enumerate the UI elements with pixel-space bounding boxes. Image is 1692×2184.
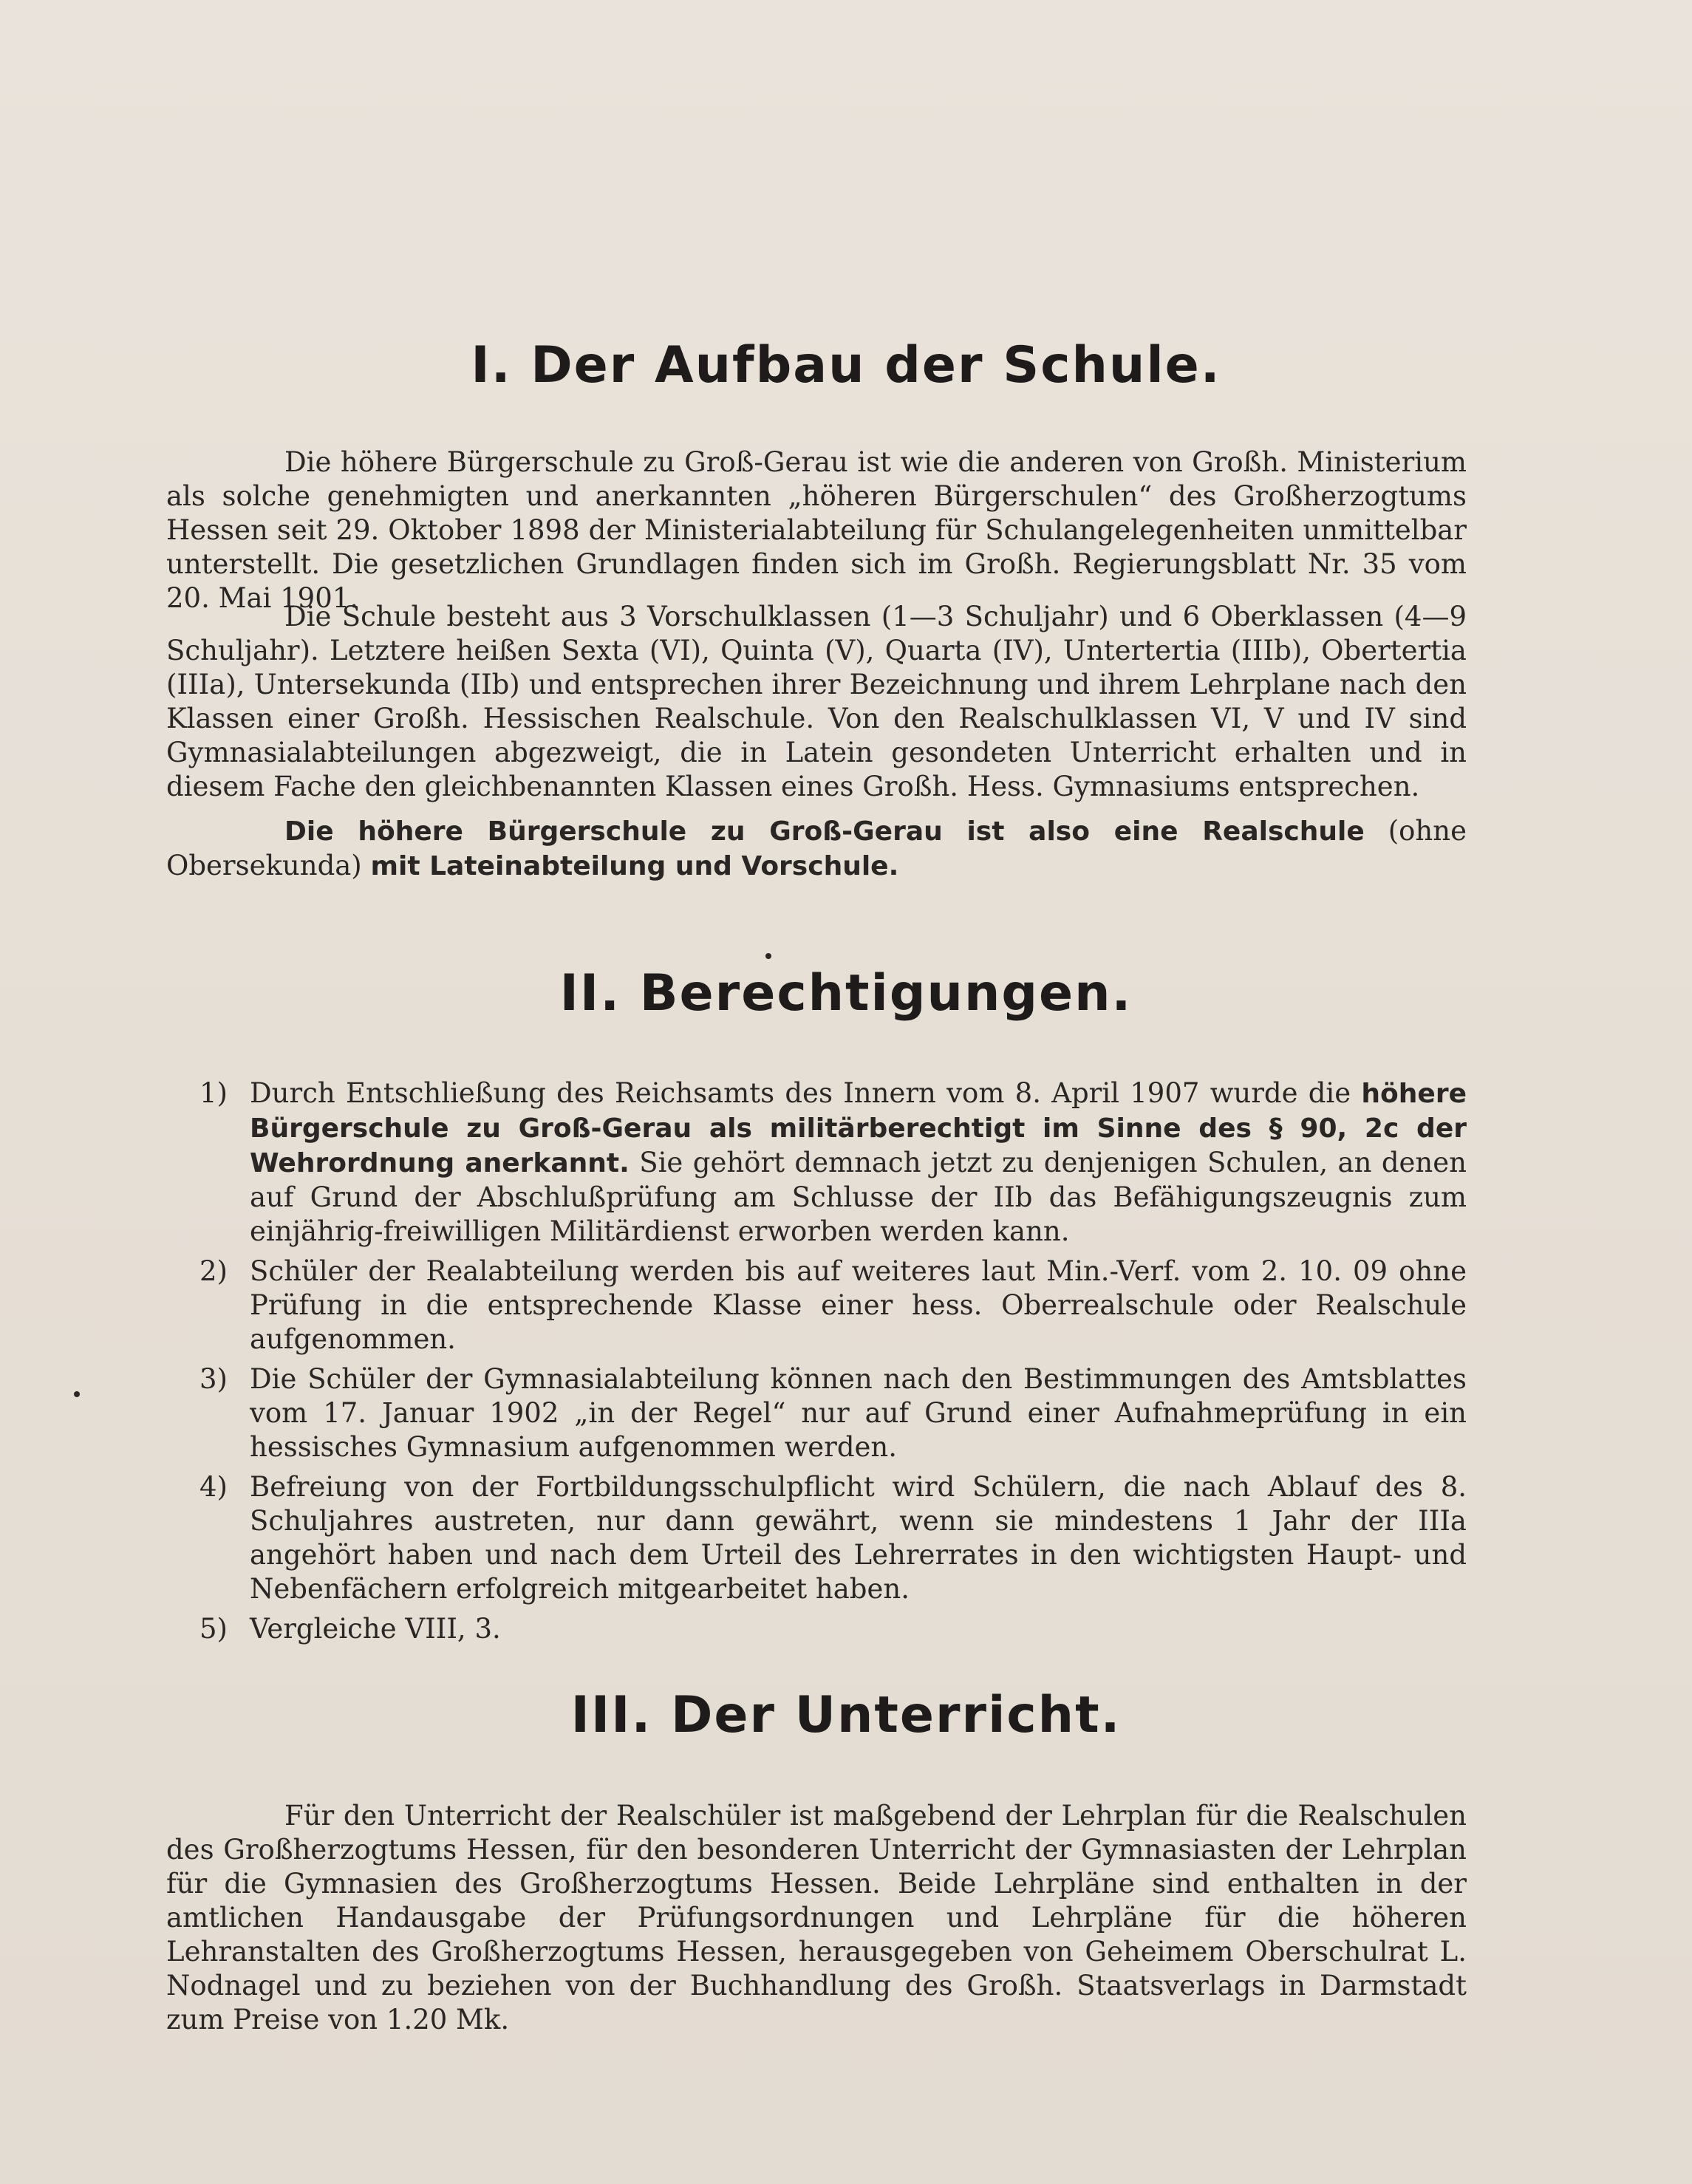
list-item-text-b: Sie gehört demnach jetzt zu denjenigen Schulen, an denen auf Grund der Abschlußprüfung am Schlusse der IIb das Befähigungszeugnis zum einjährig-freiwilligen Militärdienst erworben werden kann. [250, 1147, 1467, 1247]
section-1-paragraph-1 [166, 446, 1467, 615]
list-item-number: 1) [199, 1077, 228, 1109]
list-item-text: Die Schüler der Gymnasialabteilung können nach den Bestimmungen des Amtsblattes vom 17. Januar 1902 „in der Regel“ nur auf Grund einer Aufnahmeprüfung in ein hessisches Gymnasium aufgenommen werden. [250, 1363, 1467, 1463]
list-item-text: Befreiung von der Fortbildungsschulpflicht wird Schülern, die nach Ablauf des 8. Schuljahres austreten, nur dann gewährt, wenn sie mindestens 1 Jahr der IIIa angehört haben und nach dem Urteil des Lehrerrates in den wichtigsten Haupt- und Nebenfächern erfolgreich mitgearbeitet haben. [250, 1471, 1467, 1605]
section-1-paragraph-2-text: Die Schule besteht aus 3 Vorschulklassen (1—3 Schuljahr) und 6 Oberklassen (4—9 Schuljahr). Letztere heißen Sexta (VI), Quinta (V), Quarta (IV), Untertertia (IIIb), Obertertia (IIIa), Untersekunda (IIb) und entsprechen ihrer Bezeichnung und ihrem Lehrplane nach den Klassen einer Großh. Hessischen Realschule. Von den Realschulklassen VI, V und IV sind Gymnasialabteilungen abgezweigt, die in Latein gesondeten Unterricht erhalten und in diesem Fache den gleichbenannten Klassen eines Großh. Hess. Gymnasiums entsprechen. [166, 601, 1467, 802]
section-1-heading: I. Der Aufbau der Schule. [471, 336, 1221, 395]
list-item-text: Schüler der Realabteilung werden bis auf weiteres laut Min.-Verf. vom 2. 10. 09 ohne Prüfung in die entsprechende Klasse einer hess. Oberrealschule oder Realschule aufgenommen. [250, 1255, 1467, 1355]
list-item [199, 1362, 1467, 1464]
section-3-paragraph-1-text: Für den Unterricht der Realschüler ist maßgebend der Lehrplan für die Realschulen des Großherzogtums Hessen, für den besonderen Unterricht der Gymnasiasten der Lehrplan für die Gymnasien des Großherzogtums Hessen. Beide Lehrpläne sind enthalten in der amtlichen Handausgabe der Prüfungsordnungen und Lehrpläne für die höheren Lehranstalten des Großherzogtums Hessen, herausgegeben von Geheimem Oberschulrat L. Nodnagel und zu beziehen von der Buchhandlung des Großh. Staatsverlags in Darmstadt zum Preise von 1.20 Mk. [166, 1800, 1467, 2035]
list-item [199, 1470, 1467, 1606]
section-1-conclusion [166, 814, 1467, 884]
list-item-number: 3) [199, 1363, 228, 1395]
list-item-number: 2) [199, 1255, 228, 1287]
section-2-heading: II. Berechtigungen. [559, 964, 1133, 1023]
list-item-text: Vergleiche VIII, 3. [250, 1613, 501, 1645]
list-item-text-a: Durch Entschließung des Reichsamts des Innern vom 8. April 1907 wurde die [250, 1077, 1362, 1109]
list-item-bold: höhere Bürgerschule zu Groß-Gerau als militärberechtigt im Sinne des § 90, 2c der Wehrordnung anerkannt. [250, 1079, 1467, 1178]
list-item-number: 5) [199, 1613, 228, 1645]
section-1-paragraph-2 [166, 600, 1467, 804]
list-item-number: 4) [199, 1471, 228, 1503]
section-1-conclusion-bold-a: Die höhere Bürgerschule zu Groß-Gerau ist also eine Realschule [284, 816, 1365, 847]
list-item [199, 1076, 1467, 1249]
section-1-paragraph-1-text: Die höhere Bürgerschule zu Groß-Gerau ist wie die anderen von Großh. Ministerium als solche genehmigten und anerkannten „höheren Bürgerschulen“ des Großherzogtums Hessen seit 29. Oktober 1898 der Ministerialabteilung für Schulangelegenheiten unmittelbar unterstellt. Die gesetzlichen Grundlagen finden sich im Großh. Regierungsblatt Nr. 35 vom 20. Mai 1901. [166, 446, 1467, 614]
list-item [199, 1612, 1467, 1646]
list-item [199, 1255, 1467, 1357]
ink-speck [765, 953, 771, 959]
section-1-conclusion-bold-b: mit Lateinabteilung und Vorschule. [370, 851, 899, 881]
section-3-heading: III. Der Unterricht. [570, 1686, 1122, 1744]
section-2-list [199, 1076, 1467, 1652]
section-1-conclusion-plain: (ohne Obersekunda) [166, 815, 1467, 881]
ink-speck [74, 1391, 80, 1397]
section-3-paragraph-1 [166, 1799, 1467, 2037]
